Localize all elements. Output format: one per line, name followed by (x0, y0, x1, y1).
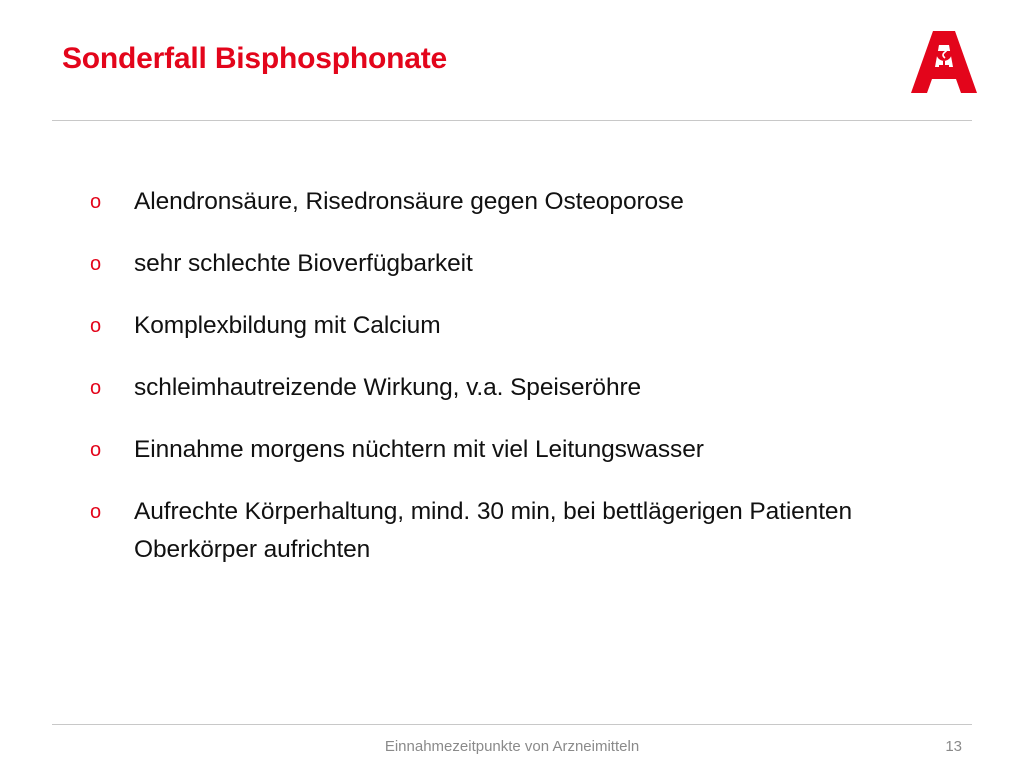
list-item (86, 431, 986, 469)
apotheke-a-logo-icon (909, 27, 979, 97)
list-item (86, 493, 986, 569)
bullet-marker: o (90, 501, 102, 523)
footer-title: Einnahmezeitpunkte von Arzneimitteln (384, 738, 640, 755)
bullet-marker: o (90, 377, 102, 399)
bullet-marker: o (90, 315, 102, 337)
list-item (86, 369, 986, 407)
header-divider (52, 120, 972, 121)
bullet-text: Komplexbildung mit Calcium (134, 312, 441, 339)
bullet-text: Aufrechte Körperhaltung, mind. 30 min, bei bettlägerigen Patienten Oberkörper aufrichten (134, 498, 852, 563)
footer-divider (52, 724, 972, 725)
bullet-text: sehr schlechte Bioverfügbarkeit (134, 250, 473, 277)
slide-title: Sonderfall Bisphosphonate (62, 42, 448, 75)
bullet-marker: o (90, 253, 102, 275)
bullet-list (86, 183, 986, 593)
list-item (86, 183, 986, 221)
bullet-text: Einnahme morgens nüchtern mit viel Leitungswasser (134, 436, 704, 463)
bullet-text: Alendronsäure, Risedronsäure gegen Osteoporose (134, 188, 684, 215)
bullet-marker: o (90, 439, 102, 461)
bullet-marker: o (90, 191, 102, 213)
list-item (86, 245, 986, 283)
list-item (86, 307, 986, 345)
bullet-text: schleimhautreizende Wirkung, v.a. Speiseröhre (134, 374, 642, 401)
page-number: 13 (945, 738, 962, 755)
